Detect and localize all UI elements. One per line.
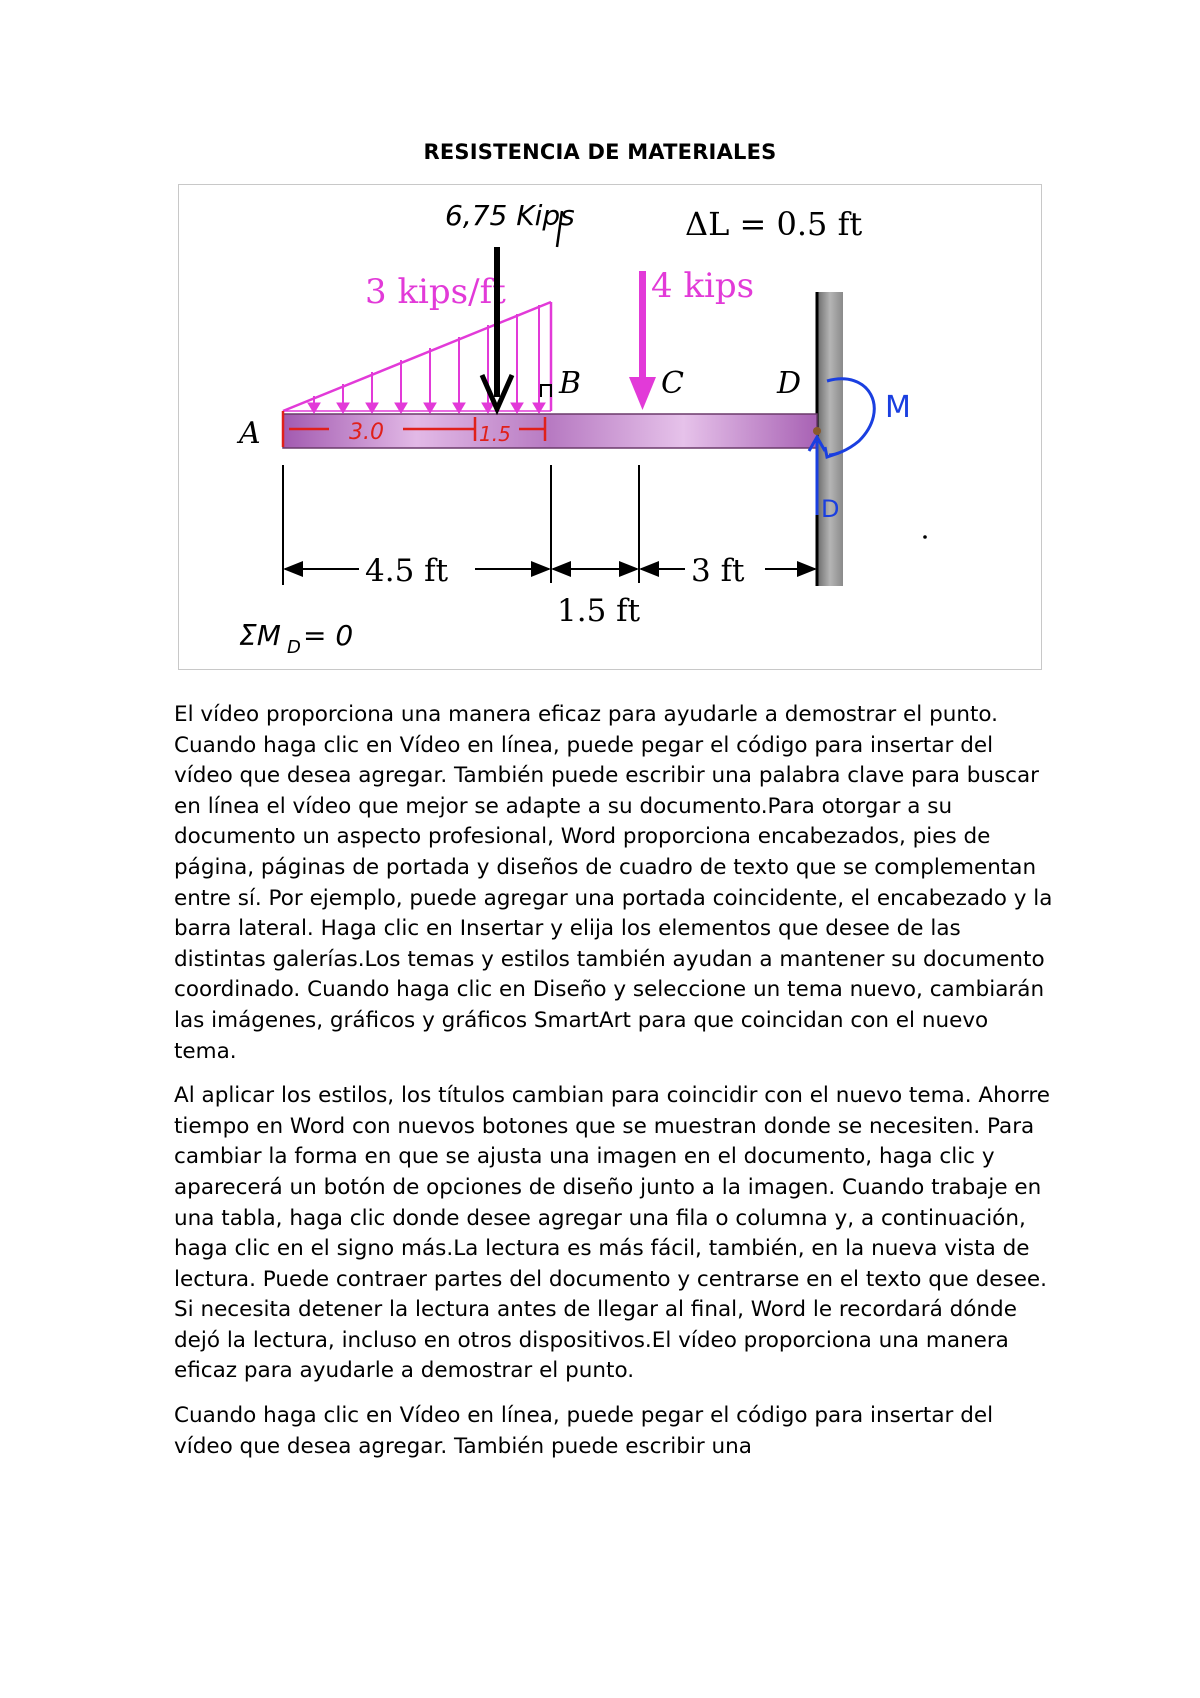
dimension-extension-lines (283, 465, 639, 585)
equation-sum: ΣM (239, 619, 281, 652)
handwritten-load-label: 6,75 Kips (445, 199, 575, 232)
red-segment-label-1: 3.0 (349, 420, 384, 445)
moment-label: M (885, 390, 911, 425)
dimension-ab-label: 4.5 ft (365, 553, 449, 589)
document-title: RESISTENCIA DE MATERIALES (423, 140, 777, 164)
point-b-label: B (559, 366, 582, 401)
equation (239, 619, 353, 658)
paragraph-2: Al aplicar los estilos, los títulos cambian para coincidir con el nuevo tema. Ahorre tiempo en Word con nuevos botones que se muestran donde se necesiten. Para cambiar la forma en que se ajusta una imagen en el documento, haga clic y aparecerá un botón de opciones de diseño junto a la imagen. Cuando trabaje en una tabla, haga clic donde desee agregar una fila o columna y, a continuación, haga clic en el signo más.La lectura es más fácil, también, en la nueva vista de lectura. Puede contraer partes del documento y centrarse en el texto que desee. Si necesita detener la lectura antes de llegar al final, Word le recordará dónde dejó la lectura, incluso en otros dispositivos.El vídeo proporciona una manera eficaz para ayudarle a demostrar el punto. (174, 1083, 1050, 1384)
paragraph-3: Cuando haga clic en Vídeo en línea, puede pegar el código para insertar del vídeo que desea agregar. También puede escribir una (174, 1403, 994, 1459)
red-segment-label-2: 1.5 (479, 422, 511, 446)
point-d-label: D (777, 366, 802, 401)
stray-dot (923, 535, 927, 539)
paragraph-1: El vídeo proporciona una manera eficaz para ayudarle a demostrar el punto. Cuando haga clic en Vídeo en línea, puede pegar el código para insertar del vídeo que desea agregar. También puede escribir una palabra clave para buscar en línea el vídeo que mejor se adapte a su documento.Para otorgar a su documento un aspecto profesional, Word proporciona encabezados, pies de página, páginas de portada y diseños de cuadro de texto que se complementan entre sí. Por ejemplo, puede agregar una portada coincidente, el encabezado y la barra lateral. Haga clic en Insertar y elija los elementos que desee de las distintas galerías.Los temas y estilos también ayudan a mantener su documento coordinado. Cuando haga clic en Diseño y seleccione un tema nuevo, cambiarán las imágenes, gráficos y gráficos SmartArt para que coincidan con el nuevo tema. (174, 702, 1053, 1064)
point-load-label: 4 kips (651, 266, 755, 306)
b-marker (541, 385, 551, 397)
equation-subscript: D (287, 637, 301, 658)
equation-rhs: = 0 (303, 619, 354, 652)
point-c-label: C (661, 366, 684, 401)
reaction-label: D (821, 495, 840, 523)
dimension-cd-label: 3 ft (691, 553, 745, 589)
distributed-load-label: 3 kips/ft (365, 272, 506, 312)
beam-diagram-figure (178, 184, 1042, 670)
point-a-label: A (239, 416, 261, 451)
support-point (813, 427, 821, 435)
dimension-bc-label: 1.5 ft (557, 593, 641, 629)
distributed-load (283, 302, 551, 413)
delta-l-label: ΔL = 0.5 ft (685, 205, 863, 243)
body-text (174, 700, 1054, 1476)
fixed-wall-support (817, 292, 843, 586)
